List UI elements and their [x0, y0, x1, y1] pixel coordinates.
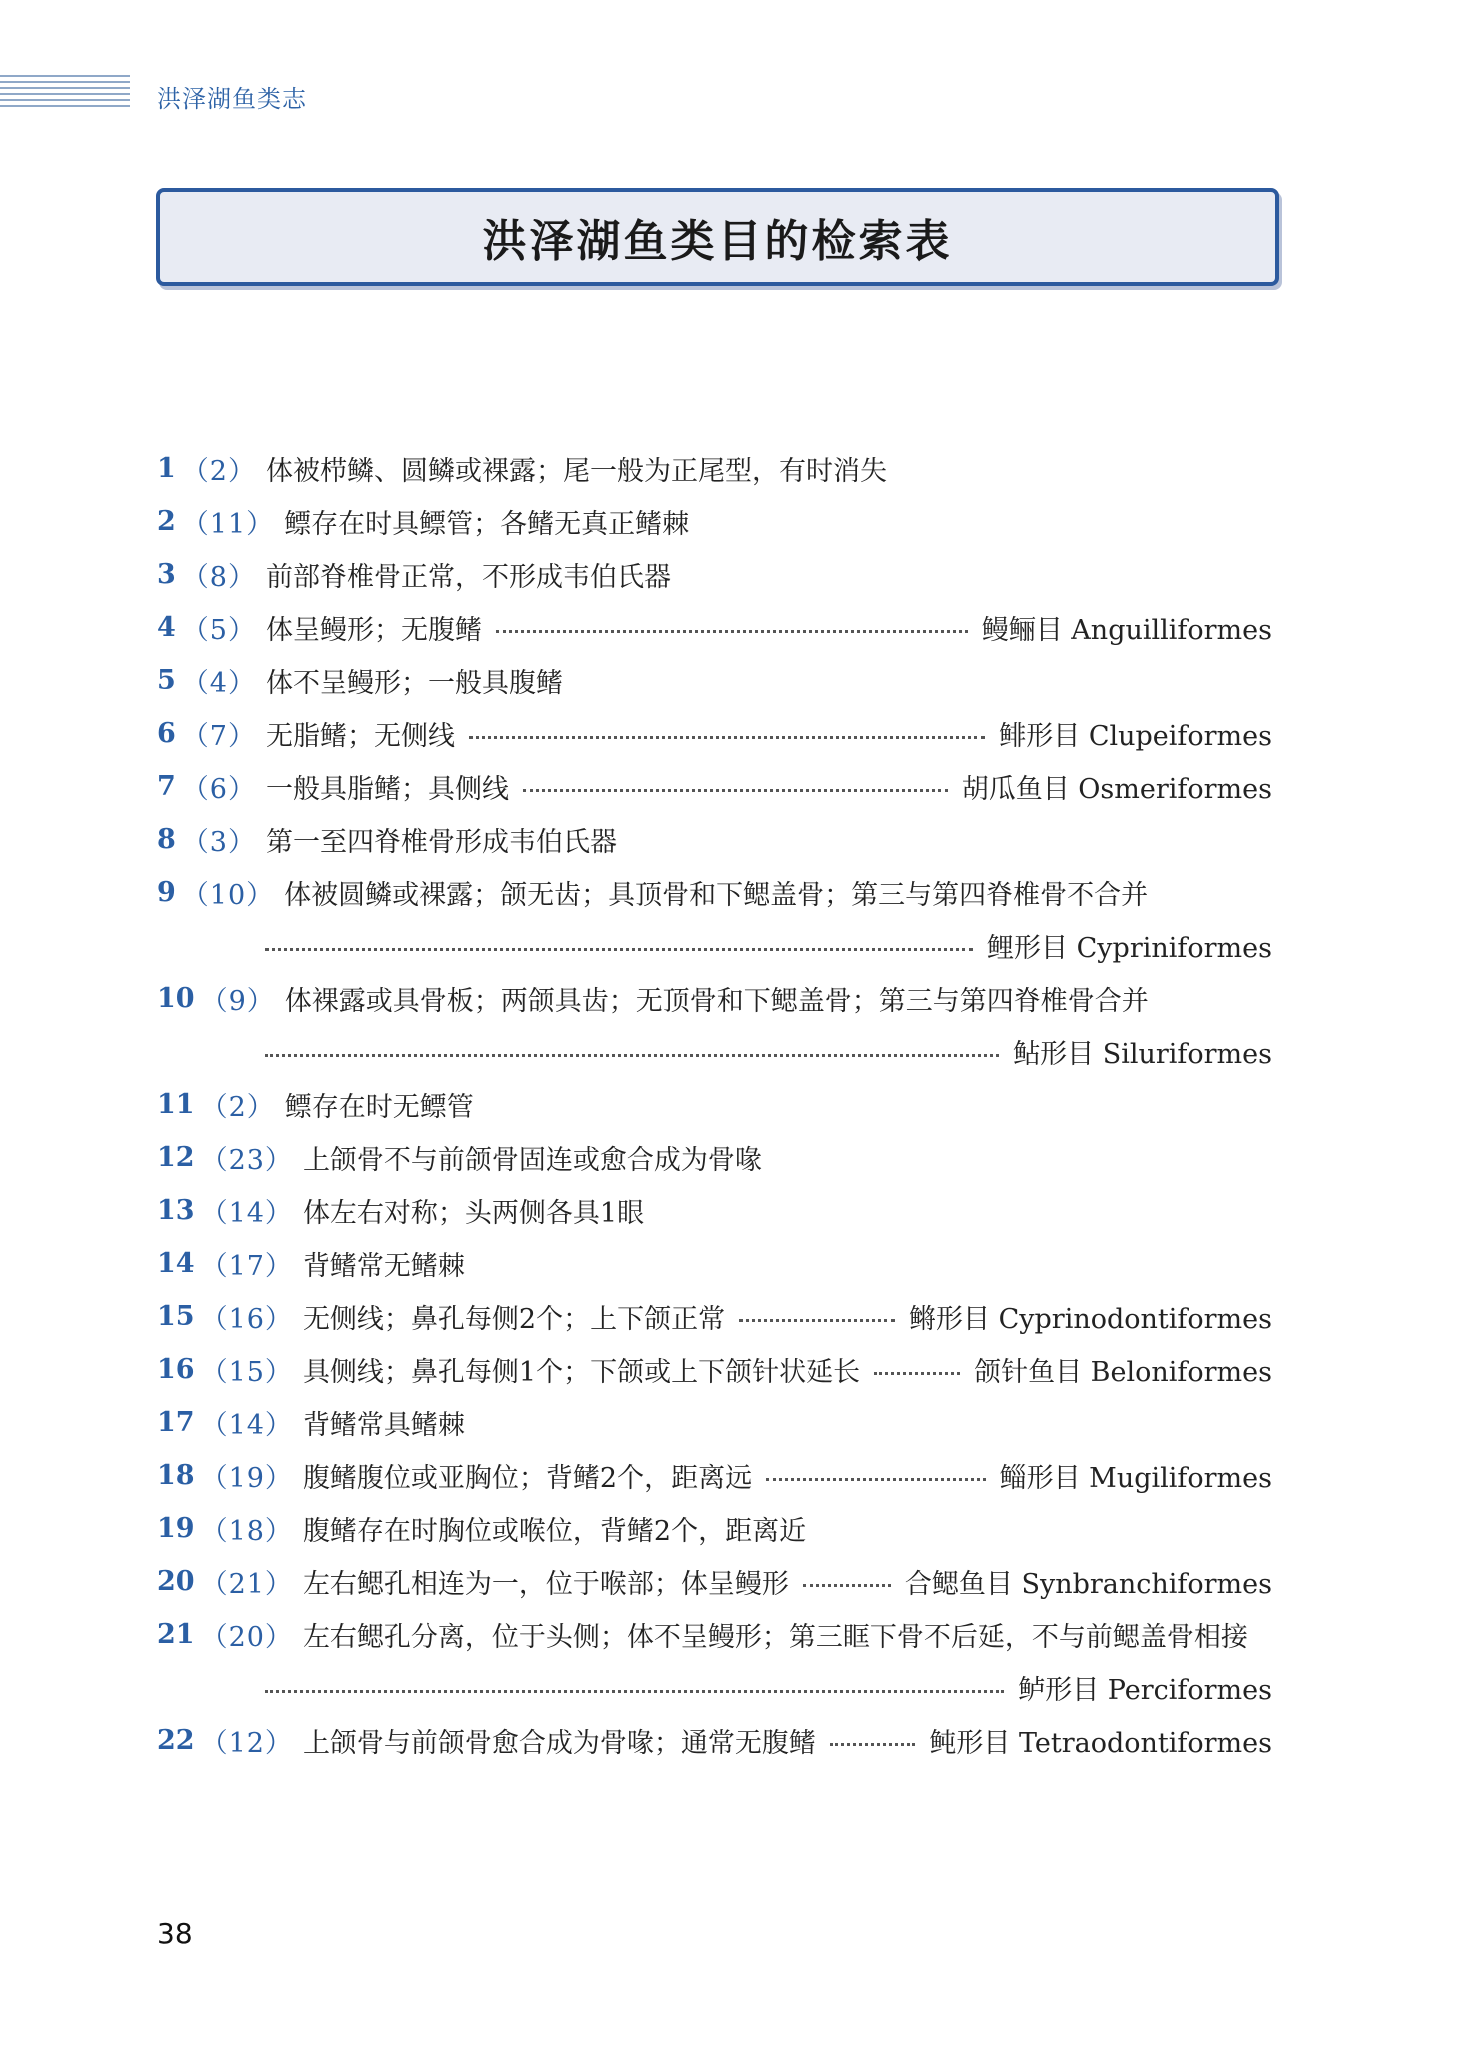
key-entry: [157, 495, 1272, 548]
entry-taxon: 鲀形目 Tetraodontiformes: [929, 1728, 1272, 1759]
leader-dots: [830, 1743, 915, 1746]
entry-ref: （18）: [200, 1516, 293, 1547]
entry-number: 6: [157, 718, 176, 749]
entry-number: 7: [157, 771, 176, 802]
key-entry: [157, 1608, 1272, 1661]
entry-number: 4: [157, 612, 176, 643]
leader-dots: [265, 1690, 1004, 1693]
leader-dots: [265, 1054, 999, 1057]
entry-taxon: 鲱形目 Clupeiformes: [999, 721, 1272, 752]
entry-ref: （16）: [200, 1304, 293, 1335]
key-entry: [157, 601, 1272, 654]
entry-number: 1: [157, 453, 176, 484]
entry-desc: 前部脊椎骨正常，不形成韦伯氏器: [265, 562, 671, 593]
entry-desc: 体裸露或具骨板；两颌具齿；无顶骨和下鳃盖骨；第三与第四脊椎骨合并: [284, 986, 1149, 1017]
entry-ref: （14）: [200, 1198, 293, 1229]
entry-number: 10: [157, 983, 195, 1014]
entry-desc: 体呈鳗形；无腹鳍: [265, 615, 482, 646]
entry-taxon: 鳉形目 Cyprinodontiformes: [909, 1304, 1272, 1335]
key-entry: [157, 1396, 1272, 1449]
entry-desc: 上颌骨与前颌骨愈合成为骨喙；通常无腹鳍: [302, 1728, 816, 1759]
entry-taxon: 胡瓜鱼目 Osmeriformes: [961, 774, 1272, 805]
key-entry: [157, 1343, 1272, 1396]
key-entry: [157, 1714, 1272, 1767]
key-entry-continuation: [157, 1661, 1272, 1714]
entry-ref: （4）: [181, 668, 256, 699]
key-table: [157, 442, 1272, 1767]
entry-desc: 体不呈鳗形；一般具腹鳍: [265, 668, 563, 699]
entry-taxon: 鲇形目 Siluriformes: [1013, 1039, 1272, 1070]
entry-taxon: 合鳃鱼目 Synbranchiformes: [904, 1569, 1272, 1600]
entry-ref: （23）: [200, 1145, 293, 1176]
key-entry: [157, 1184, 1272, 1237]
entry-ref: （10）: [181, 880, 275, 911]
entry-desc: 鳔存在时无鳔管: [284, 1092, 474, 1123]
entry-number: 2: [157, 506, 176, 537]
entry-number: 13: [157, 1195, 195, 1226]
entry-desc: 左右鳃孔相连为一，位于喉部；体呈鳗形: [302, 1569, 789, 1600]
entry-ref: （12）: [200, 1728, 293, 1759]
key-entry-continuation: [157, 1025, 1272, 1078]
entry-ref: （17）: [200, 1251, 293, 1282]
entry-desc: 上颌骨不与前颌骨固连或愈合成为骨喙: [302, 1145, 762, 1176]
entry-ref: （11）: [181, 509, 275, 540]
leader-dots: [496, 630, 968, 633]
entry-number: 14: [157, 1248, 195, 1279]
key-entry: [157, 442, 1272, 495]
entry-desc: 左右鳃孔分离，位于头侧；体不呈鳗形；第三眶下骨不后延，不与前鳃盖骨相接: [302, 1622, 1248, 1653]
entry-taxon: 鲤形目 Cypriniformes: [987, 933, 1272, 964]
entry-number: 15: [157, 1301, 195, 1332]
entry-ref: （9）: [200, 986, 275, 1017]
entry-number: 9: [157, 877, 176, 908]
entry-taxon: 颌针鱼目 Beloniformes: [974, 1357, 1272, 1388]
entry-ref: （19）: [200, 1463, 293, 1494]
entry-number: 19: [157, 1513, 195, 1544]
entry-number: 8: [157, 824, 176, 855]
leader-dots: [469, 736, 985, 739]
page-title: 洪泽湖鱼类目的检索表: [482, 216, 953, 267]
key-entry: [157, 1555, 1272, 1608]
leader-dots: [803, 1584, 891, 1587]
entry-number: 21: [157, 1619, 195, 1650]
leader-dots: [739, 1319, 895, 1322]
entry-number: 17: [157, 1407, 195, 1438]
entry-taxon: 鲈形目 Perciformes: [1018, 1675, 1272, 1706]
entry-desc: 体被栉鳞、圆鳞或裸露；尾一般为正尾型，有时消失: [265, 456, 887, 487]
entry-number: 5: [157, 665, 176, 696]
entry-desc: 鳔存在时具鳔管；各鳍无真正鳍棘: [284, 509, 690, 540]
entry-ref: （8）: [181, 562, 256, 593]
page-number: 38: [157, 1917, 193, 1950]
key-entry: [157, 1237, 1272, 1290]
key-entry: [157, 1131, 1272, 1184]
title-box: [156, 188, 1279, 286]
entry-desc: 一般具脂鳍；具侧线: [265, 774, 509, 805]
entry-ref: （5）: [181, 615, 256, 646]
entry-desc: 腹鳍腹位或亚胸位；背鳍2个，距离远: [302, 1463, 753, 1494]
entry-number: 18: [157, 1460, 195, 1491]
entry-desc: 体被圆鳞或裸露；颌无齿；具顶骨和下鳃盖骨；第三与第四脊椎骨不合并: [284, 880, 1149, 911]
entry-ref: （2）: [200, 1092, 275, 1123]
entry-ref: （2）: [181, 456, 256, 487]
entry-desc: 背鳍常无鳍棘: [302, 1251, 465, 1282]
entry-ref: （20）: [200, 1622, 293, 1653]
entry-desc: 体左右对称；头两侧各具1眼: [302, 1198, 645, 1229]
key-entry: [157, 548, 1272, 601]
entry-ref: （6）: [181, 774, 256, 805]
leader-dots: [766, 1478, 985, 1481]
entry-ref: （21）: [200, 1569, 293, 1600]
key-entry-continuation: [157, 919, 1272, 972]
entry-desc: 无脂鳍；无侧线: [265, 721, 455, 752]
entry-number: 16: [157, 1354, 195, 1385]
entry-number: 20: [157, 1566, 195, 1597]
key-entry: [157, 1290, 1272, 1343]
entry-desc: 腹鳍存在时胸位或喉位，背鳍2个，距离近: [302, 1516, 807, 1547]
entry-number: 3: [157, 559, 176, 590]
entry-desc: 第一至四脊椎骨形成韦伯氏器: [265, 827, 617, 858]
entry-ref: （3）: [181, 827, 256, 858]
key-entry: [157, 654, 1272, 707]
running-title: 洪泽湖鱼类志: [157, 85, 307, 113]
entry-taxon: 鲻形目 Mugiliformes: [999, 1463, 1272, 1494]
entry-desc: 背鳍常具鳍棘: [302, 1410, 465, 1441]
entry-number: 12: [157, 1142, 195, 1173]
entry-taxon: 鳗鲡目 Anguilliformes: [981, 615, 1272, 646]
entry-number: 22: [157, 1725, 195, 1756]
key-entry: [157, 1449, 1272, 1502]
entry-ref: （15）: [200, 1357, 293, 1388]
entry-desc: 具侧线；鼻孔每侧1个；下颌或上下颌针状延长: [302, 1357, 861, 1388]
key-entry: [157, 707, 1272, 760]
header-rule-decoration: [0, 75, 130, 113]
entry-ref: （7）: [181, 721, 256, 752]
key-entry: [157, 813, 1272, 866]
key-entry: [157, 972, 1272, 1025]
entry-ref: （14）: [200, 1410, 293, 1441]
key-entry: [157, 866, 1272, 919]
key-entry: [157, 1502, 1272, 1555]
leader-dots: [874, 1372, 960, 1375]
entry-number: 11: [157, 1089, 195, 1120]
key-entry: [157, 760, 1272, 813]
entry-desc: 无侧线；鼻孔每侧2个；上下颌正常: [302, 1304, 726, 1335]
leader-dots: [523, 789, 948, 792]
leader-dots: [265, 948, 973, 951]
key-entry: [157, 1078, 1272, 1131]
